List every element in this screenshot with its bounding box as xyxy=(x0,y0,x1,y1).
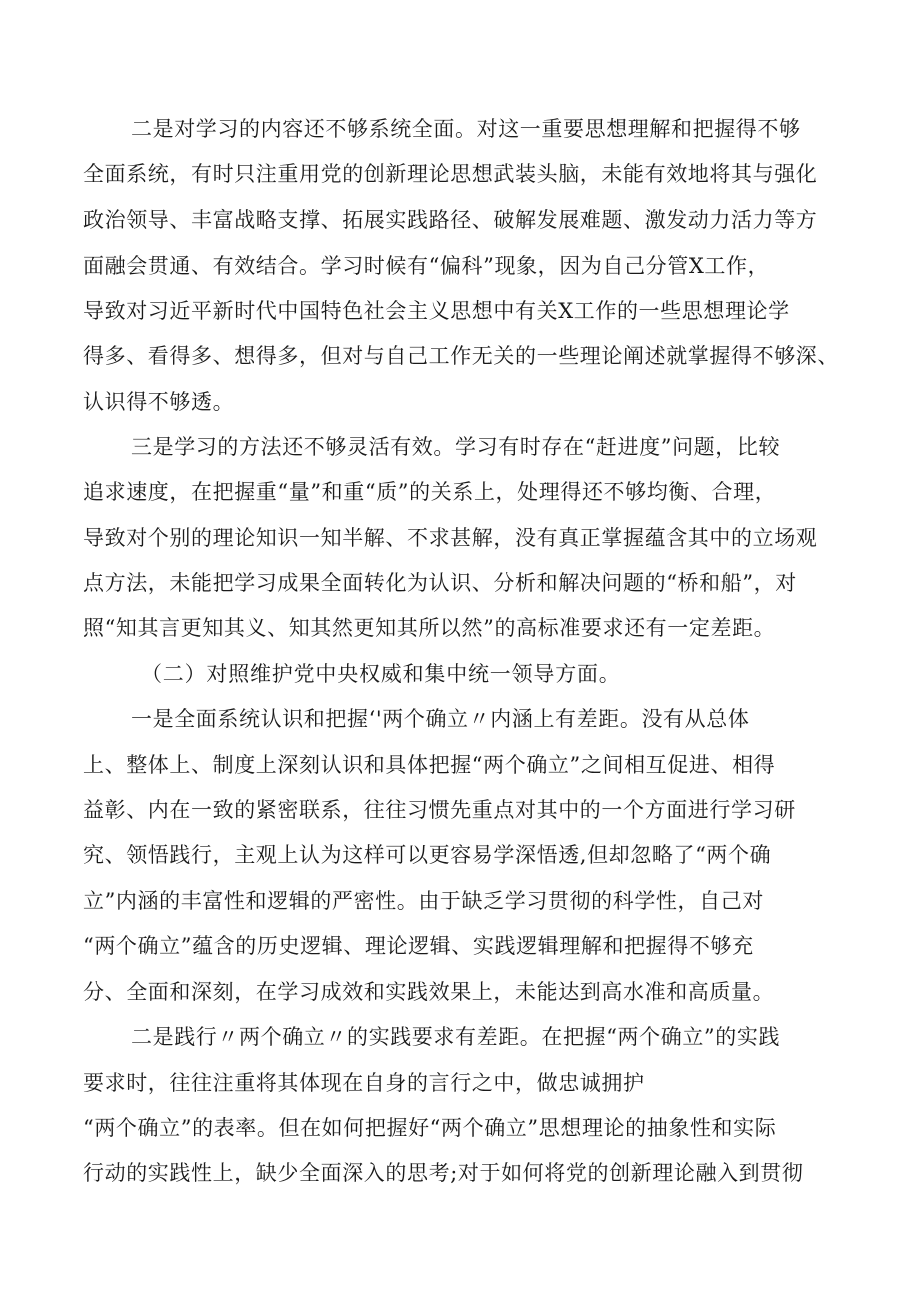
text-line-3: 政治领导、丰富战略支撑、拓展实践路径、破解发展难题、激发动力活力等方 xyxy=(83,208,818,232)
text-line-12: 照“知其言更知其义、知其然更知其所以然”的高标准要求还有一定差距。 xyxy=(83,616,776,640)
text-line-19: “两个确立”蕴含的历史逻辑、理论逻辑、实践逻辑理解和把握得不够充 xyxy=(83,934,754,958)
text-line-4: 面融会贯通、有效结合。学习时候有“偏科”现象，因为自己分管X工作， xyxy=(83,254,770,278)
text-line-17: 究、领悟践行，主观上认为这样可以更容易学深悟透,但却忽略了“两个确 xyxy=(83,843,772,867)
text-line-1: 二是对学习的内容还不够系统全面。对这一重要思想理解和把握得不够 xyxy=(131,117,801,141)
text-line-5: 导致对习近平新时代中国特色社会主义思想中有关X工作的一些思想理论学 xyxy=(83,299,790,323)
text-line-20: 分、全面和深刻，在学习成效和实践效果上，未能达到高水准和高质量。 xyxy=(83,980,775,1004)
text-line-23: “两个确立”的表率。但在如何把握好“两个确立”思想理论的抽象性和实际 xyxy=(83,1116,777,1140)
section-heading: （二）对照维护党中央权威和集中统一领导方面。 xyxy=(141,662,621,686)
text-line-8: 三是学习的方法还不够灵活有效。学习有时存在“赶进度”问题，比较 xyxy=(131,435,781,459)
text-line-16: 益彰、内在一致的紧密联系，往往习惯先重点对其中的一个方面进行学习研 xyxy=(83,798,796,822)
text-line-15: 上、整体上、制度上深刻认识和具体把握“两个确立”之间相互促进、相得 xyxy=(83,753,776,777)
text-line-10: 导致对个别的理论知识一知半解、不求甚解，没有真正掌握蕴含其中的立场观 xyxy=(83,526,818,550)
text-line-14: 一是全面系统认识和把握‘'两个确立〃内涵上有差距。没有从总体 xyxy=(131,707,750,731)
text-line-2: 全面系统，有时只注重用党的创新理论思想武装头脑，未能有效地将其与强化 xyxy=(83,162,818,186)
text-line-22: 要求时，往往注重将其体现在自身的言行之中，做忠诚拥护 xyxy=(83,1071,645,1095)
text-line-7: 认识得不够透。 xyxy=(83,390,235,414)
text-line-11: 点方法，未能把学习成果全面转化为认识、分析和解决问题的“桥和船”，对 xyxy=(83,571,797,595)
text-line-24: 行动的实践性上，缺少全面深入的思考;对于如何将党的创新理论融入到贯彻 xyxy=(83,1161,804,1185)
text-line-9: 追求速度，在把握重“量”和重“质”的关系上，处理得还不够均衡、合理， xyxy=(83,480,777,504)
text-line-18: 立”内涵的丰富性和逻辑的严密性。由于缺乏学习贯彻的科学性，自己对 xyxy=(83,889,764,913)
text-line-21: 二是践行〃两个确立〃的实践要求有差距。在把握“两个确立”的实践 xyxy=(131,1025,781,1049)
text-line-6: 得多、看得多、想得多，但对与自己工作无关的一些理论阐述就掌握得不够深、 xyxy=(83,344,839,368)
